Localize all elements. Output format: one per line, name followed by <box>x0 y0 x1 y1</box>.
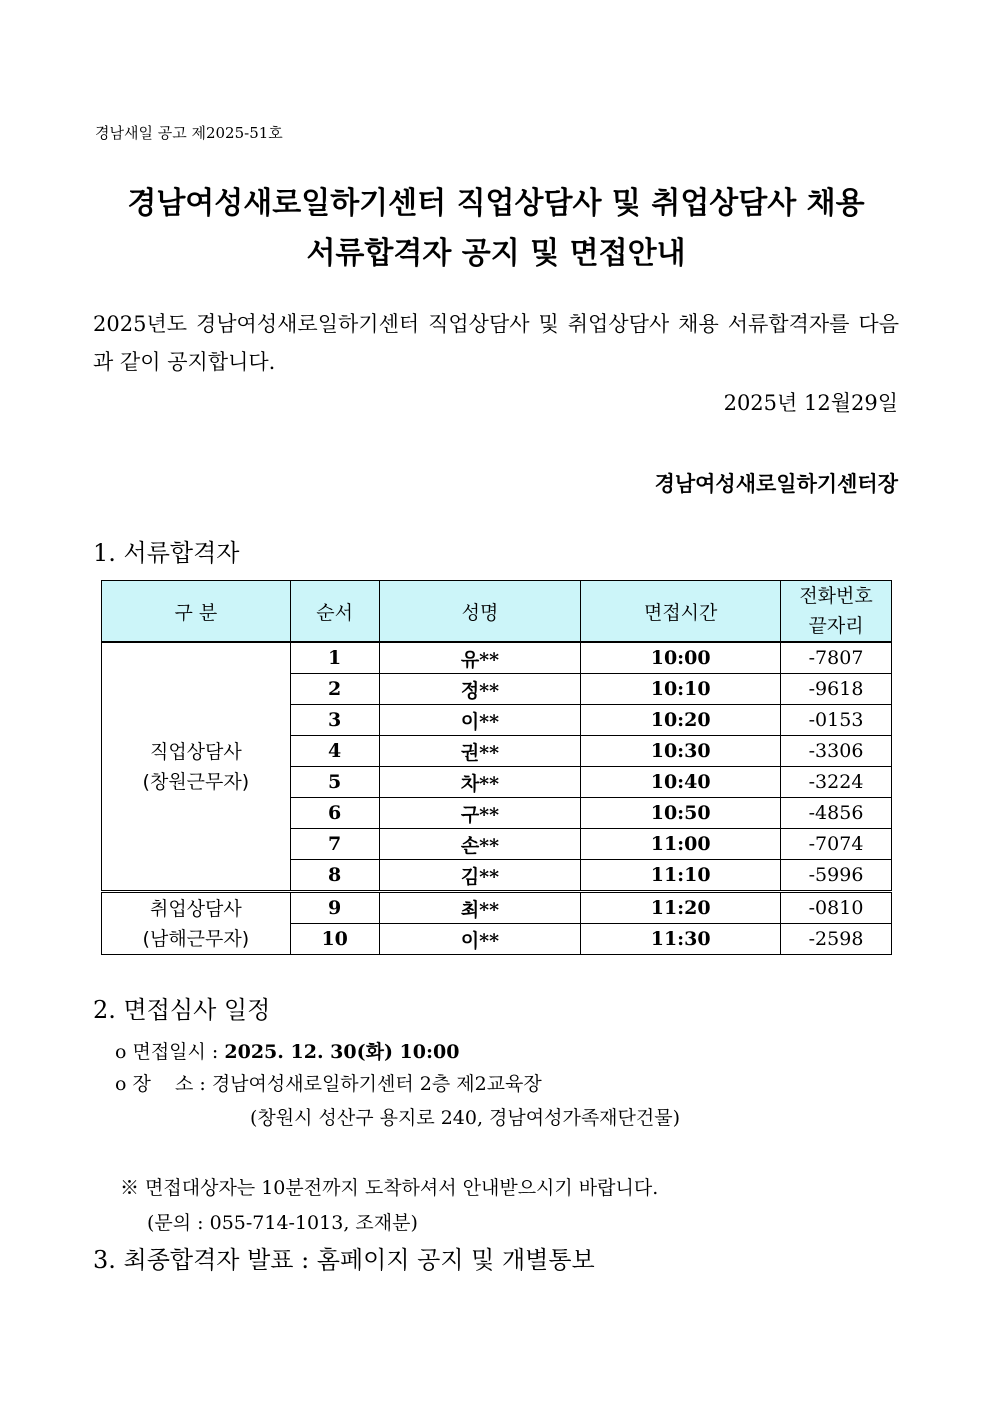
interview-place <box>115 1069 542 1096</box>
cell-name: 최** <box>379 892 581 924</box>
cell-time: 11:00 <box>581 829 781 860</box>
cell-order: 7 <box>290 829 379 860</box>
cell-time: 10:00 <box>581 642 781 674</box>
cell-time: 10:40 <box>581 767 781 798</box>
group-label-line1: 취업상담사 <box>149 897 242 920</box>
group-label <box>102 642 291 892</box>
table-row <box>102 892 892 924</box>
cell-order: 5 <box>290 767 379 798</box>
cell-phone: -7807 <box>781 642 892 674</box>
interview-datetime <box>115 1037 459 1064</box>
cell-time: 11:20 <box>581 892 781 924</box>
cell-phone: -4856 <box>781 798 892 829</box>
issuer: 경남여성새로일하기센터장 <box>654 471 898 496</box>
header-time: 면접시간 <box>581 581 781 643</box>
note-line-2: (문의 : 055-714-1013, 조재분) <box>147 1212 418 1234</box>
header-order: 순서 <box>290 581 379 643</box>
cell-order: 2 <box>290 674 379 705</box>
cell-name: 유** <box>379 642 581 674</box>
cell-phone: -7074 <box>781 829 892 860</box>
cell-order: 4 <box>290 736 379 767</box>
header-name: 성명 <box>379 581 581 643</box>
cell-name: 김** <box>379 860 581 892</box>
cell-time: 11:30 <box>581 924 781 955</box>
cell-phone: -3306 <box>781 736 892 767</box>
cell-name: 이** <box>379 705 581 736</box>
place-detail: (창원시 성산구 용지로 240, 경남여성가족재단건물) <box>250 1107 681 1129</box>
cell-name: 정** <box>379 674 581 705</box>
cell-time: 10:20 <box>581 705 781 736</box>
header-phone-line1: 전화번호 <box>799 585 873 607</box>
header-category: 구 분 <box>102 581 291 643</box>
cell-phone: -3224 <box>781 767 892 798</box>
cell-time: 10:10 <box>581 674 781 705</box>
title-line-1: 경남여성새로일하기센터 직업상담사 및 취업상담사 채용 <box>127 186 865 221</box>
intro-paragraph: 2025년도 경남여성새로일하기센터 직업상담사 및 취업상담사 채용 서류합격자를 다음과 같이 공지합니다. <box>93 312 899 374</box>
table-header-row <box>102 581 892 643</box>
cell-order: 3 <box>290 705 379 736</box>
cell-name: 구** <box>379 798 581 829</box>
cell-phone: -5996 <box>781 860 892 892</box>
applicant-table <box>101 580 892 955</box>
cell-name: 권** <box>379 736 581 767</box>
section-3-title: 3. 최종합격자 발표 : 홈페이지 공지 및 개별통보 <box>93 1246 595 1274</box>
cell-name: 손** <box>379 829 581 860</box>
note-line-1: ※ 면접대상자는 10분전까지 도착하셔서 안내받으시기 바랍니다. <box>120 1177 659 1199</box>
cell-order: 8 <box>290 860 379 892</box>
header-phone <box>781 581 892 643</box>
group-label <box>102 892 291 955</box>
cell-name: 차** <box>379 767 581 798</box>
title-line-2: 서류합격자 공지 및 면접안내 <box>306 236 686 271</box>
document-number: 경남새일 공고 제2025-51호 <box>95 124 283 142</box>
cell-order: 9 <box>290 892 379 924</box>
header-phone-line2: 끝자리 <box>808 615 864 637</box>
cell-order: 10 <box>290 924 379 955</box>
cell-order: 6 <box>290 798 379 829</box>
cell-time: 11:10 <box>581 860 781 892</box>
section-2-title: 2. 면접심사 일정 <box>93 996 271 1024</box>
table-body <box>102 642 892 955</box>
cell-phone: -2598 <box>781 924 892 955</box>
section-1-title: 1. 서류합격자 <box>93 539 240 567</box>
cell-phone: -9618 <box>781 674 892 705</box>
cell-order: 1 <box>290 642 379 674</box>
cell-phone: -0810 <box>781 892 892 924</box>
cell-time: 10:30 <box>581 736 781 767</box>
cell-name: 이** <box>379 924 581 955</box>
datetime-value: 2025. 12. 30(화) 10:00 <box>224 1041 460 1063</box>
datetime-label: o 면접일시 : <box>115 1041 225 1063</box>
place-value: 경남여성새로일하기센터 2층 제2교육장 <box>211 1073 542 1095</box>
place-label: o 장 소 : <box>115 1073 212 1095</box>
group-label-line2: (창원근무자) <box>142 770 250 793</box>
table-row <box>102 642 892 674</box>
cell-time: 10:50 <box>581 798 781 829</box>
group-label-line1: 직업상담사 <box>149 740 242 763</box>
announcement-date: 2025년 12월29일 <box>723 391 898 415</box>
group-label-line2: (남해근무자) <box>142 927 250 950</box>
cell-phone: -0153 <box>781 705 892 736</box>
